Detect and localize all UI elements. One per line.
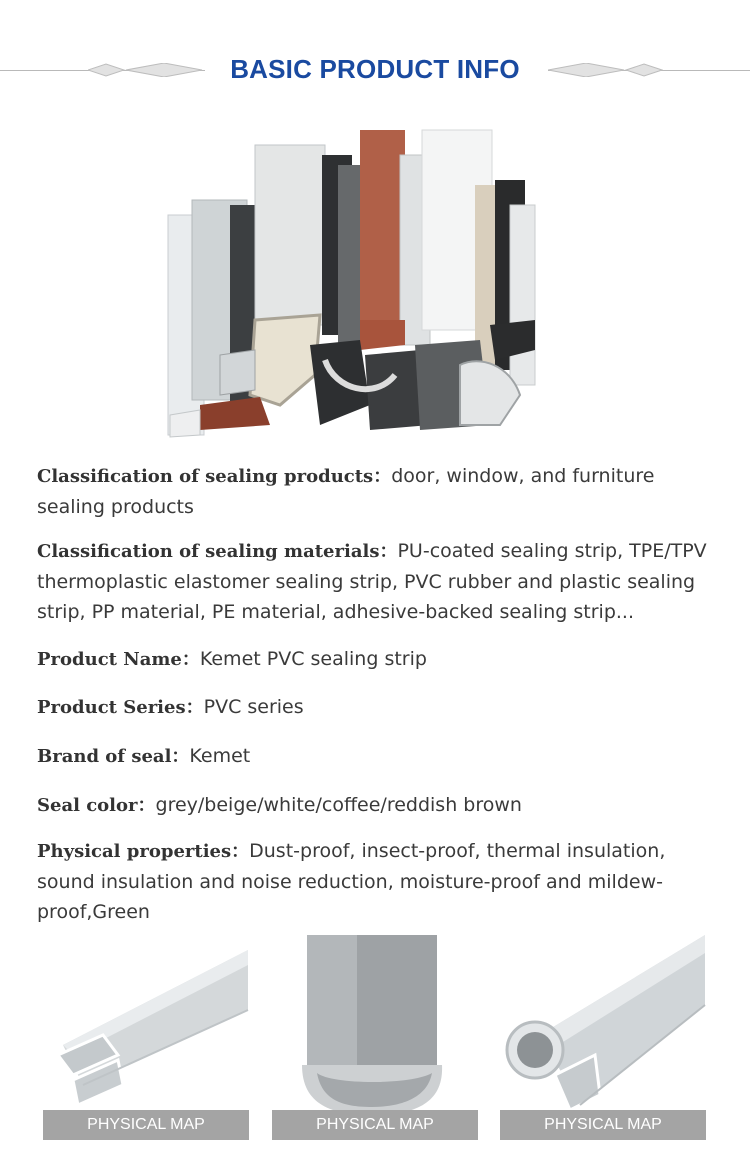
physical-map-image-2 — [272, 935, 482, 1140]
diamond-ornament-right-icon — [548, 63, 663, 77]
info-row-seal-color: Seal color：grey/beige/white/coffee/reddish brown — [37, 794, 522, 816]
gallery-caption-3: PHYSICAL MAP — [500, 1110, 706, 1140]
info-row-material-classification: Classification of sealing materials：PU-coated sealing strip, TPE/TPV thermoplastic elastomer sealing strip, PVC rubber and plastic sealing strip, PP material, PE material, adhesive-backed sealing strip... — [37, 540, 707, 623]
sealing-strips-product-image — [160, 125, 545, 440]
info-row-physical-properties: Physical properties：Dust-proof, insect-proof, thermal insulation, sound insulation and noise reduction, moisture-proof and mildew-proof,Green — [37, 840, 666, 923]
info-row-product-name: Product Name：Kemet PVC sealing strip — [37, 648, 427, 670]
info-row-product-series: Product Series：PVC series — [37, 696, 304, 718]
info-row-brand: Brand of seal：Kemet — [37, 745, 251, 767]
gallery-caption-1: PHYSICAL MAP — [43, 1110, 249, 1140]
info-row-product-classification: Classification of sealing products：door, window, and furniture sealing products — [37, 465, 655, 518]
physical-map-image-3 — [500, 935, 710, 1140]
section-header — [0, 48, 750, 94]
gallery-caption-2: PHYSICAL MAP — [272, 1110, 478, 1140]
physical-map-image-1 — [43, 935, 253, 1140]
page-title: BASIC PRODUCT INFO — [230, 54, 520, 84]
